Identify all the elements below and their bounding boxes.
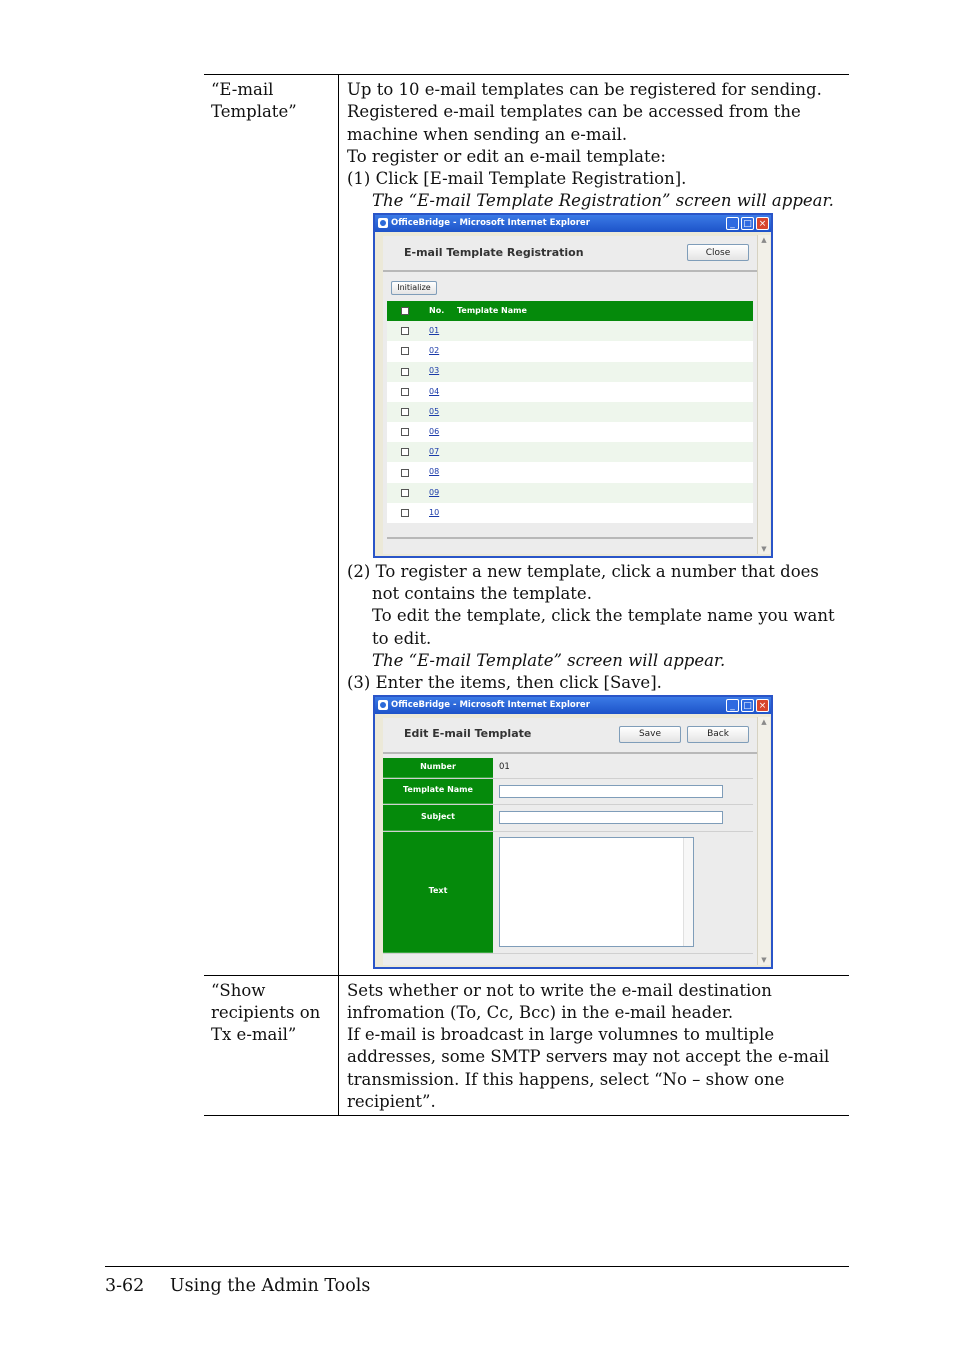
ie-icon (378, 700, 388, 710)
divider (387, 523, 753, 539)
template-number-link[interactable]: 02 (429, 346, 440, 356)
row-checkbox[interactable] (401, 368, 409, 376)
initialize-button[interactable]: Initialize (391, 281, 437, 295)
edit-template-window (373, 695, 773, 969)
template-number-link[interactable]: 07 (429, 447, 440, 457)
list-item (387, 442, 753, 462)
minimize-icon[interactable]: _ (726, 217, 739, 230)
template-number-link[interactable]: 08 (429, 467, 440, 477)
step-2-edit: To edit the template, click the template name you want to edit. (372, 606, 835, 648)
close-icon[interactable]: × (756, 217, 769, 230)
row-checkbox[interactable] (401, 408, 409, 416)
list-item (387, 503, 753, 523)
save-button[interactable]: Save (619, 726, 681, 743)
template-number-link[interactable]: 03 (429, 366, 440, 376)
paragraph: Registered e-mail templates can be accessed from the machine when sending an e-mail. (347, 102, 801, 144)
step-3: (3) Enter the items, then click [Save]. (347, 673, 662, 693)
scroll-up-icon[interactable]: ▲ (761, 235, 767, 244)
row-checkbox[interactable] (401, 489, 409, 497)
list-item (387, 422, 753, 442)
subject-input[interactable] (499, 811, 723, 824)
row-checkbox[interactable] (401, 448, 409, 456)
window-titlebar (375, 697, 771, 714)
scroll-down-icon[interactable]: ▼ (761, 544, 767, 553)
col-template-name: Template Name (457, 305, 527, 315)
template-number-link[interactable]: 06 (429, 427, 440, 437)
row-label-cell (204, 975, 339, 1116)
maximize-icon[interactable]: □ (741, 217, 754, 230)
window-titlebar (375, 215, 771, 232)
table-row (204, 75, 849, 976)
subject-label: Subject (383, 805, 493, 831)
scroll-down-icon[interactable]: ▼ (761, 955, 767, 964)
footer-divider (105, 1266, 849, 1267)
step-1-result: The “E-mail Template Registration” screen will appear. (372, 191, 834, 211)
list-item (387, 382, 753, 402)
window-title: OfficeBridge - Microsoft Internet Explorer (391, 218, 590, 229)
template-name-label: Template Name (383, 779, 493, 804)
page-content (383, 236, 757, 554)
step-2-result: The “E-mail Template” screen will appear. (372, 650, 726, 670)
col-no: No. (429, 305, 445, 315)
template-form (383, 758, 753, 954)
list-item (387, 341, 753, 361)
step-1: (1) Click [E-mail Template Registration]. (347, 169, 687, 189)
row-checkbox[interactable] (401, 347, 409, 355)
paragraph: Sets whether or not to write the e-mail destination infromation (To, Cc, Bcc) in the e-mail header. (347, 980, 772, 1022)
row-label: Template” (211, 102, 297, 122)
number-value: 01 (493, 758, 753, 778)
paragraph: If e-mail is broadcast in large volumnes to multiple addresses, some SMTP servers may not accept the e-mail transmission. If this happens, select “No – show one recipient”. (347, 1025, 830, 1112)
scroll-up-icon[interactable]: ▲ (761, 717, 767, 726)
minimize-icon[interactable]: _ (726, 699, 739, 712)
row-label: recipients on (211, 1002, 321, 1022)
template-number-link[interactable]: 01 (429, 326, 440, 336)
table-row (204, 975, 849, 1116)
row-label-cell (204, 75, 339, 976)
page-title: Edit E-mail Template (404, 727, 532, 741)
window-title: OfficeBridge - Microsoft Internet Explorer (391, 699, 590, 710)
template-number-link[interactable]: 10 (429, 507, 440, 517)
page-content (383, 718, 757, 965)
row-label: Tx e-mail” (211, 1025, 297, 1045)
close-icon[interactable]: × (756, 699, 769, 712)
row-description-cell (339, 975, 850, 1116)
list-header (387, 301, 753, 321)
paragraph: To register or edit an e-mail template: (347, 146, 666, 166)
maximize-icon[interactable]: □ (741, 699, 754, 712)
list-item (387, 462, 753, 482)
page-title: E-mail Template Registration (404, 245, 584, 259)
select-all-checkbox[interactable] (401, 307, 409, 315)
template-name-input[interactable] (499, 785, 723, 798)
page-footer (105, 1276, 370, 1296)
list-item (387, 321, 753, 341)
row-label: “E-mail (211, 80, 274, 99)
row-checkbox[interactable] (401, 388, 409, 396)
template-list (387, 301, 753, 523)
close-button[interactable]: Close (687, 244, 749, 261)
row-description-cell (339, 75, 850, 976)
template-number-link[interactable]: 04 (429, 386, 440, 396)
text-label: Text (383, 832, 493, 953)
page-number: 3-62 (105, 1276, 145, 1296)
ie-icon (378, 218, 388, 228)
row-checkbox[interactable] (401, 509, 409, 517)
back-button[interactable]: Back (687, 726, 749, 743)
number-label: Number (383, 758, 493, 778)
row-checkbox[interactable] (401, 327, 409, 335)
section-title: Using the Admin Tools (169, 1276, 371, 1296)
list-item (387, 402, 753, 422)
text-textarea[interactable] (499, 837, 694, 947)
template-number-link[interactable]: 09 (429, 487, 440, 497)
scrollbar[interactable] (757, 235, 770, 554)
step-2: (2) To register a new template, click a number that does not contains the template. (347, 561, 819, 604)
row-label: “Show (211, 980, 266, 1000)
row-checkbox[interactable] (401, 428, 409, 436)
template-number-link[interactable]: 05 (429, 406, 440, 416)
row-checkbox[interactable] (401, 469, 409, 477)
list-item (387, 483, 753, 503)
list-item (387, 362, 753, 382)
settings-table (204, 74, 849, 1116)
paragraph: Up to 10 e-mail templates can be registered for sending. (347, 80, 822, 99)
template-registration-window (373, 213, 773, 558)
scrollbar[interactable] (757, 717, 770, 965)
